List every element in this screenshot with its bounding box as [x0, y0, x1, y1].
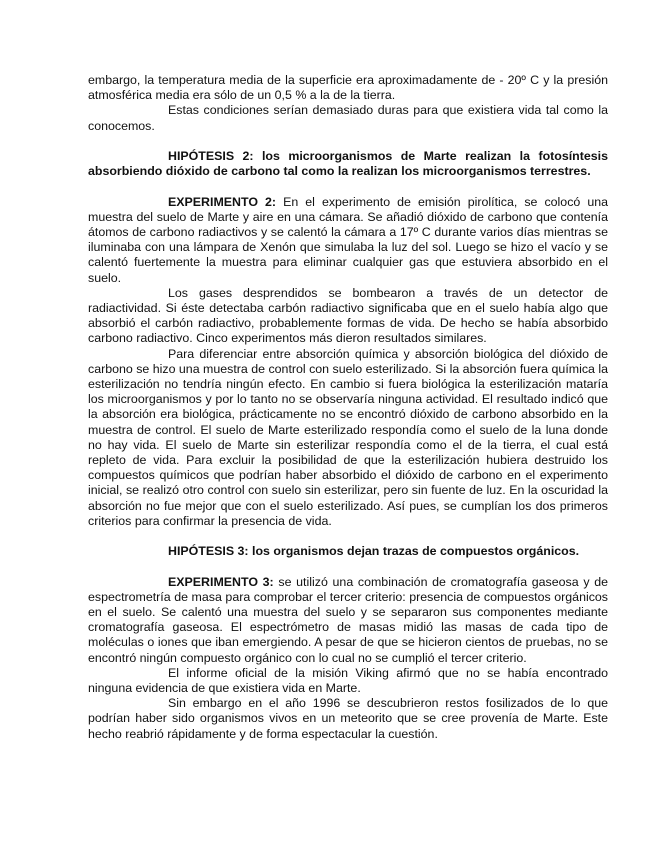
- hypothesis-3-heading: HIPÓTESIS 3: los organismos dejan trazas de compuestos orgánicos.: [168, 544, 580, 559]
- document-body: [88, 73, 608, 742]
- paragraph-viking-report: El informe oficial de la misión Viking afirmó que no se había encontrado ninguna evidencia de que existiera vida en Marte.: [88, 665, 608, 696]
- paragraph-meteorite: Sin embargo en el año 1996 se descubrieron restos fosilizados de lo que podrían haber sido organismos vivos en un meteorito que se cree provenía de Marte. Este hecho reabrió rápidamente y de forma espectacular la cuestión.: [88, 696, 608, 741]
- experiment-3-label: EXPERIMENTO 3:: [168, 574, 274, 589]
- paragraph-conditions: Estas condiciones serían demasiado duras para que existiera vida tal como la conocemos.: [88, 103, 608, 133]
- paragraph-continuation: embargo, la temperatura media de la superficie era aproximadamente de - 20º C y la presión atmosférica media era sólo de un 0,5 % a la de la tierra.: [88, 73, 608, 103]
- paragraph-control: Para diferenciar entre absorción química y absorción biológica del dióxido de carbono se hizo una muestra de control con suelo esterilizado. Si la absorción fuera química la esterilización no tendría ningún efecto. En cambio si fuera biológica la esterilización mataría los microorganismos y por lo tanto no se observaría ninguna actividad. El resultado indicó que la absorción era biológica, prácticamente no se encontró dióxido de carbono absorbido en la muestra de control. El suelo de Marte esterilizado respondía como el suelo de la luna donde no hay vida. El suelo de Marte sin esterilizar respondía como el de la tierra, el cual está repleto de vida. Para excluir la posibilidad de que la esterilización hubiera destruido los compuestos químicos que podrían haber absorbido el dióxido de carbono en el experimento inicial, se realizó otro control con suelo sin esterilizar, pero sin fuente de luz. En la oscuridad la absorción no fue mejor que con el suelo esterilizado. Así pues, se cumplían los dos primeros criterios para confirmar la presencia de vida.: [88, 346, 609, 528]
- experiment-2-paragraph: [88, 195, 608, 286]
- experiment-2-label: EXPERIMENTO 2:: [168, 194, 277, 209]
- paragraph-gases: Los gases desprendidos se bombearon a través de un detector de radiactividad. Si éste detectaba carbón radiactivo significaba que en el suelo había algo que absorbió el carbón radiactivo, probablemente formas de vida. De hecho se había absorbido carbono radiactivo. Cinco experimentos más dieron resultados similares.: [88, 285, 608, 346]
- experiment-3-paragraph: [88, 575, 608, 666]
- experiment-2-text: En el experimento de emisión pirolítica, se colocó una muestra del suelo de Marte y aire en una cámara. Se añadió dióxido de carbono que contenía átomos de carbono radiactivos y se calentó la cámara a 17º C durante varios días mientras se iluminaba con una lámpara de Xenón que simulaba la luz del sol. Luego se hizo el vacío y se calentó fuertemente la muestra para eliminar cualquier gas que estuviera absorbido en el suelo.: [88, 194, 608, 285]
- experiment-3-text: se utilizó una combinación de cromatografía gaseosa y de espectrometría de masa para comprobar el tercer criterio: presencia de compuestos orgánicos en el suelo. Se calentó una muestra del suelo y se separaron sus componentes mediante cromatografía gaseosa. El espectrómetro de masas midió las masas de cada tipo de moléculas o iones que iban emergiendo. A pesar de que se hicieron cientos de pruebas, no se encontró ningún compuesto orgánico con lo cual no se cumplió el tercer criterio.: [88, 574, 608, 665]
- hypothesis-2-heading: HIPÓTESIS 2: los microorganismos de Marte realizan la fotosíntesis absorbiendo dióxido de carbono tal como la realizan los microorganismos terrestres.: [88, 149, 608, 179]
